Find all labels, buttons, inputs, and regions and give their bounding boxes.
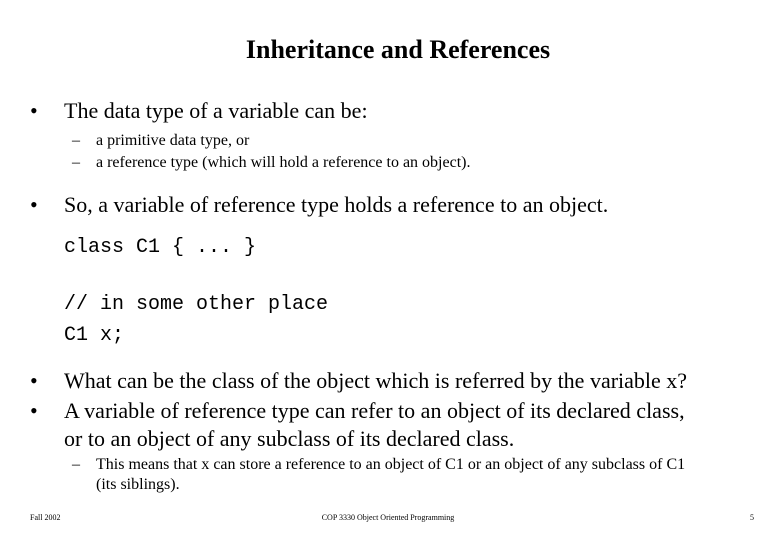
code-line: // in some other place <box>64 293 329 316</box>
slide-title: Inheritance and References <box>245 35 551 64</box>
bullet-marker: • <box>30 192 38 217</box>
bullet-text: The data type of a variable can be: <box>64 98 368 123</box>
bullet-text: So, a variable of reference type holds a reference to an object. <box>64 192 609 217</box>
bullet-text: A variable of reference type can refer to an object of its declared class, <box>64 398 685 423</box>
bullet-text: or to an object of any subclass of its declared class. <box>64 426 515 451</box>
footer-center: COP 3330 Object Oriented Programming <box>321 513 455 522</box>
sub-bullet-marker: – <box>72 154 80 171</box>
bullet-text: What can be the class of the object which is referred by the variable x? <box>64 368 688 393</box>
footer-left: Fall 2002 <box>30 513 61 522</box>
sub-bullet-text: a reference type (which will hold a reference to an object). <box>96 154 471 171</box>
footer-page-number: 5 <box>750 513 754 522</box>
sub-bullet-marker: – <box>72 456 80 473</box>
sub-bullet-text: (its siblings). <box>96 476 180 493</box>
code-line: class C1 { ... } <box>64 236 257 259</box>
sub-bullet-marker: – <box>72 132 80 149</box>
bullet-marker: • <box>30 98 38 123</box>
code-line: C1 x; <box>64 324 125 347</box>
bullet-marker: • <box>30 368 38 393</box>
bullet-marker: • <box>30 398 38 423</box>
sub-bullet-text: a primitive data type, or <box>96 132 250 149</box>
sub-bullet-text: This means that x can store a reference to an object of C1 or an object of any subclass of C1 <box>96 456 686 473</box>
